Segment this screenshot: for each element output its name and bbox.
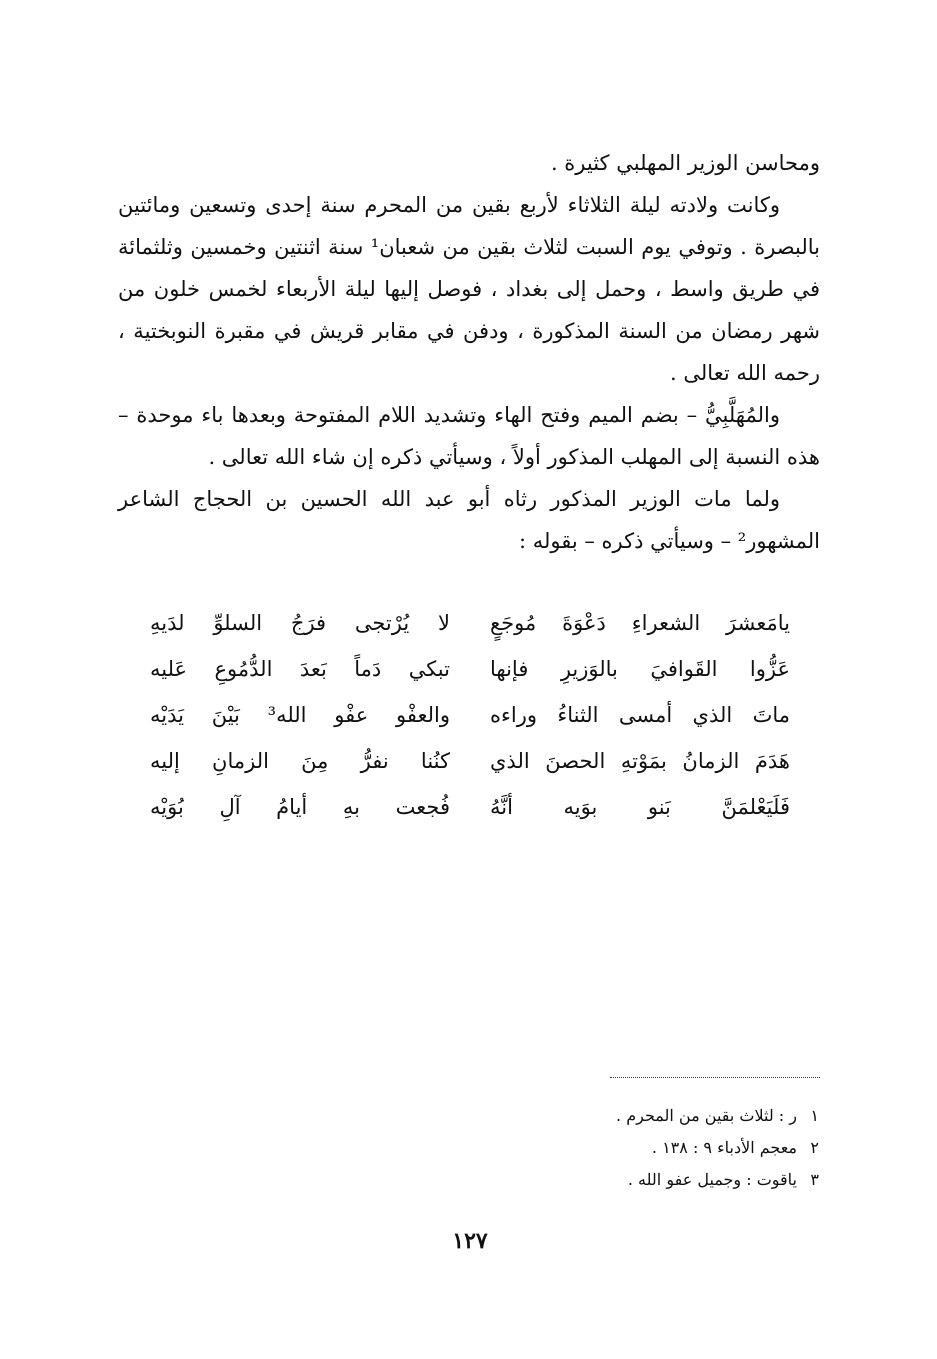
verse-first-hemistich: يامَعشرَ الشعراءِ دَعْوَةَ مُوجَعٍ [490, 611, 790, 635]
verse-first-hemistich: ماتَ الذي أمسى الثناءُ وراءه [490, 703, 790, 727]
poem-verse [150, 692, 790, 738]
paragraph-1: ومحاسن الوزير المهلبي كثيرة . [550, 151, 820, 175]
elegy-poem [150, 600, 790, 830]
body-text [118, 142, 820, 562]
paragraph-2: وكانت ولادته ليلة الثلاثاء لأربع بقين من المحرم سنة إحدى وتسعين ومائتين بالبصرة . وتوفي يوم السبت لثلاث بقين من شعبان¹ سنة اثنتين وخمسين وثلثمائة في طريق واسط ، وحمل إلى بغداد ، فوصل إليها ليلة الأربعاء لخمس خلون من شهر رمضان من السنة المذكورة ، ودفن في مقابر قريش في مقبرة النوبختية ، رحمه الله تعالى . [118, 193, 820, 385]
footnote-text: ياقوت : وجميل عفو الله . [627, 1170, 797, 1189]
poem-verse [150, 646, 790, 692]
footnote-text: ر : لثلاث بقين من المحرم . [616, 1106, 797, 1125]
poem-verse [150, 784, 790, 830]
verse-second-hemistich: والعفْو عفْو الله³ بَيْنَ يَدَيْه [150, 703, 450, 727]
footnote-text: معجم الأدباء ٩ : ١٣٨ . [651, 1138, 797, 1157]
verse-first-hemistich: فَلَيَعْلمَنَّ بَنو بوَيه أنَّهُ [490, 795, 790, 819]
footnote [616, 1164, 819, 1196]
footnote-number: ١ [810, 1106, 819, 1125]
footnote [616, 1100, 819, 1132]
verse-second-hemistich: كنُنا نفرُّ مِنَ الزمانِ إليه [150, 749, 450, 773]
verse-second-hemistich: فُجعت بهِ أيامُ آلِ بُوَيْه [150, 795, 450, 819]
page-number: ١٢٧ [452, 1228, 488, 1254]
paragraph-3: والمُهَلَّبِيُّ – بضم الميم وفتح الهاء وتشديد اللام المفتوحة وبعدها باء موحدة – هذه النسبة إلى المهلب المذكور أولاً ، وسيأتي ذكره إن شاء الله تعالى . [118, 403, 820, 469]
poem-verse [150, 600, 790, 646]
footnote [616, 1132, 819, 1164]
verse-second-hemistich: لا يُرْتجى فرَجُ السلوِّ لدَيهِ [150, 611, 450, 635]
verse-first-hemistich: هَدَمَ الزمانُ بمَوْتهِ الحصنَ الذي [490, 749, 790, 773]
poem-verse [150, 738, 790, 784]
footnote-number: ٣ [810, 1170, 819, 1189]
verse-second-hemistich: تبكي دَماً بَعدَ الدُّمُوعِ عَليه [150, 657, 450, 681]
paragraph-4: ولما مات الوزير المذكور رثاه أبو عبد الله الحسين بن الحجاج الشاعر المشهور² – وسيأتي ذكره – بقوله : [118, 487, 820, 553]
footnotes [616, 1100, 819, 1196]
footnote-separator [610, 1077, 820, 1078]
verse-first-hemistich: عَزُّوا القَوافيَ بالوَزيرِ فإنها [490, 657, 790, 681]
footnote-number: ٢ [810, 1138, 819, 1157]
